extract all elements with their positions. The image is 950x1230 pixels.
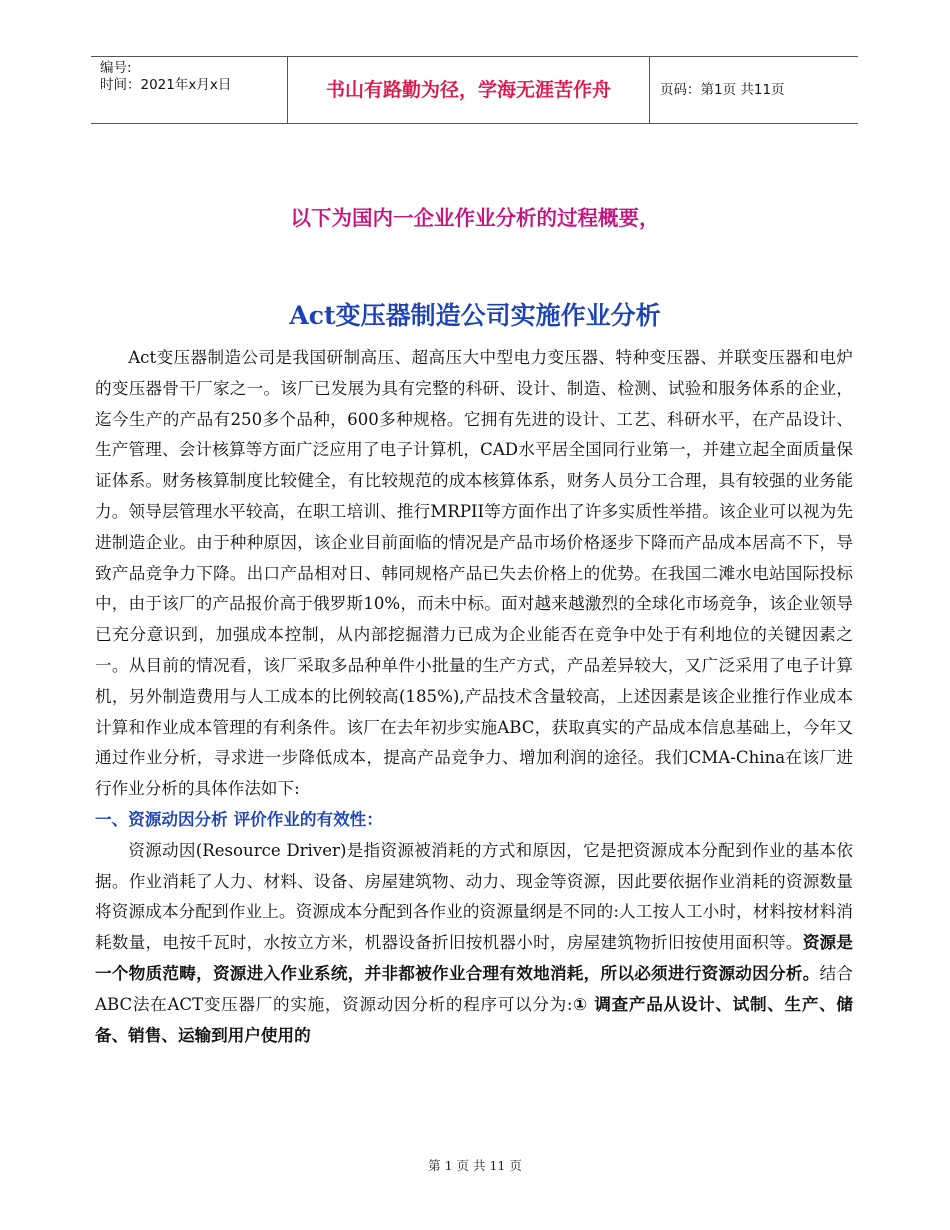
emphasis-text: 资源是一个物质范畴，资源进入作业系统，并非都被作业合理有效地消耗，所以必须进行资源动因分析。 [95, 933, 853, 983]
header-page-info: 页码：第1页 共11页 [660, 82, 785, 98]
paragraph-company-overview: Act变压器制造公司是我国研制高压、超高压大中型电力变压器、特种变压器、并联变压器和电炉的变压器骨干厂家之一。该厂已发展为具有完整的科研、设计、制造、检测、试验和服务体系的企业，迄今生产的产品有250多个品种，600多种规格。它拥有先进的设计、工艺、科研水平，在产品设计、生产管理、会计核算等方面广泛应用了电子计算机，CAD水平居全国同行业第一，并建立起全面质量保证体系。财务核算制度比较健全，有比较规范的成本核算体系，财务人员分工合理，具有较强的业务能力。领导层管理水平较高，在职工培训、推行MRPII等方面作出了许多实质性举措。该企业可以视为先进制造企业。由于种种原因，该企业目前面临的情况是产品市场价格逐步下降而产品成本居高不下，导致产品竞争力下降。出口产品相对日、韩同规格产品已失去价格上的优势。在我国二滩水电站国际投标中，由于该厂的产品报价高于俄罗斯10%，而未中标。面对越来越激烈的全球化市场竞争，该企业领导已充分意识到，加强成本控制，从内部挖掘潜力已成为企业能否在竞争中处于有利地位的关键因素之一。从目前的情况看，该厂采取多品种单件小批量的生产方式，产品差异较大，又广泛采用了电子计算机，另外制造费用与人工成本的比例较高(185%),产品技术含量较高，上述因素是该企业推行作业成本计算和作业成本管理的有利条件。该厂在去年初步实施ABC，获取真实的产品成本信息基础上，今年又通过作业分析，寻求进一步降低成本，提高产品竞争力、增加利润的途径。我们CMA-China在该厂进行作业分析的具体作法如下: [95, 348, 853, 799]
paragraph-resource-driver [95, 836, 853, 1052]
page-footer: 第 1 页 共 11 页 [428, 1158, 522, 1173]
document-body [95, 343, 853, 1051]
paragraph-text: 结合ABC法在ACT变压器厂的实施，资源动因分析的程序可以分为: [95, 963, 854, 1014]
page-header [91, 56, 858, 124]
header-meta [91, 57, 287, 123]
header-motto: 书山有路勤为径，学海无涯苦作舟 [287, 57, 650, 123]
emphasis-text: ① 调查产品从设计、试制、生产、储备、销售、运输到用户使用的 [95, 994, 853, 1045]
section-heading-resource-driver: 一、资源动因分析 评价作业的有效性： [95, 809, 383, 829]
document-number-label: 编号: [100, 60, 132, 76]
document-date: 时间：2021年x月x日 [100, 77, 232, 93]
intro-heading: 以下为国内一企业作业分析的过程概要， [290, 206, 660, 230]
paragraph-text: 资源动因(Resource Driver)是指资源被消耗的方式和原因，它是把资源成本分配到作业的基本依据。作业消耗了人力、材料、设备、房屋建筑物、动力、现金等资源，因此要依据作业消耗的资源数量将资源成本分配到作业上。资源成本分配到各作业的资源量纲是不同的:人工按人工小时，材料按材料消耗数量，电按千瓦时，水按立方米，机器设备折旧按机器小时，房屋建筑物折旧按使用面积等。 [95, 840, 853, 953]
document-title: Act变压器制造公司实施作业分析 [289, 301, 661, 330]
